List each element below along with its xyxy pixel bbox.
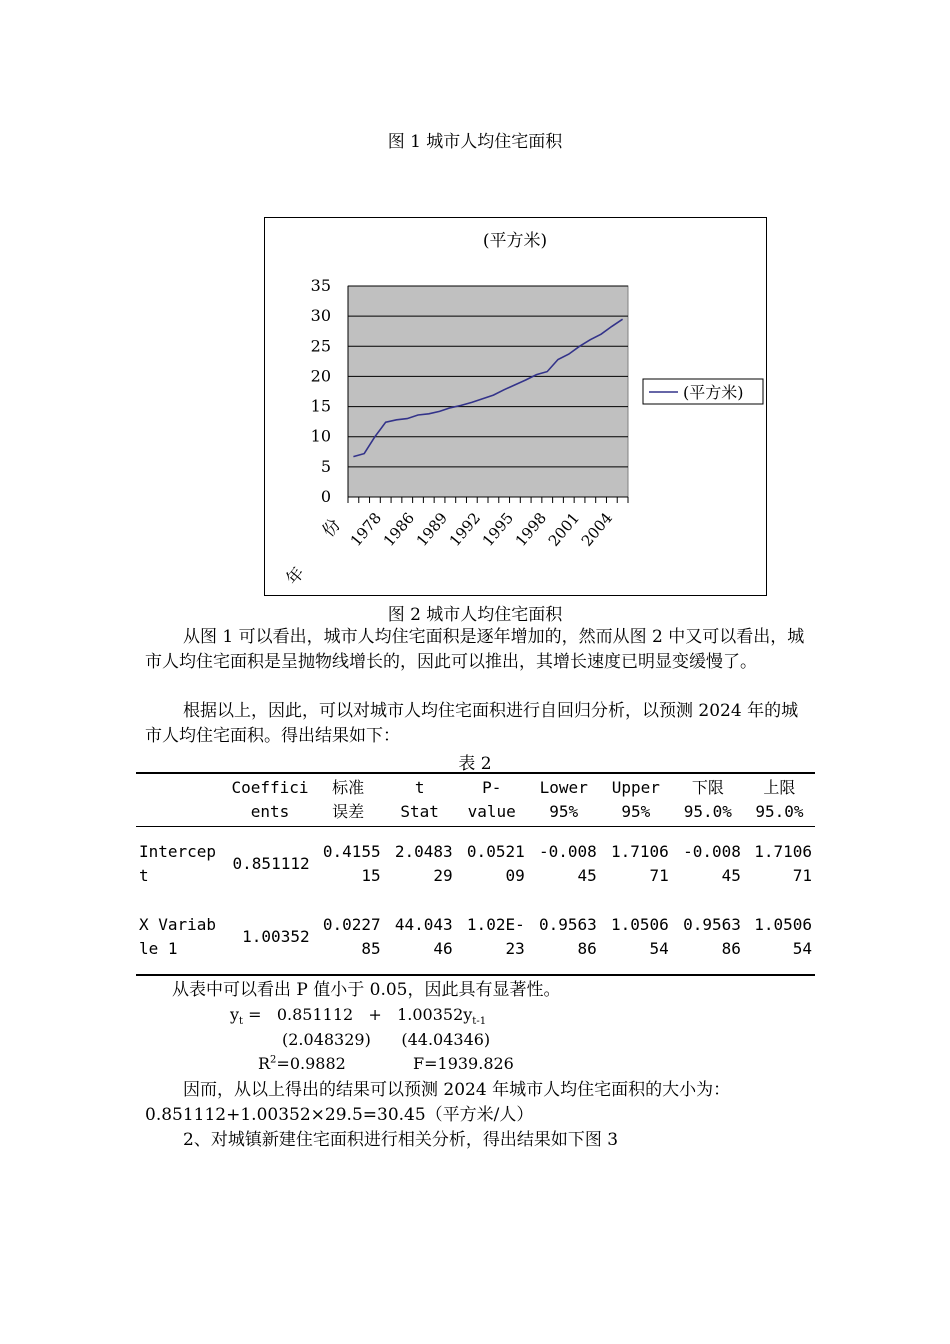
line-chart [265, 218, 768, 597]
cell-upper: 1.710671 [611, 841, 669, 885]
cell-lower: 0.956386 [528, 901, 600, 975]
header-lower-95: Lower 95% [528, 773, 600, 827]
y-tick-label: 10 [310, 426, 331, 446]
y-tick-label: 25 [310, 336, 331, 356]
cell-se: 0.415515 [322, 841, 381, 885]
header-t-stat: t Stat [384, 773, 456, 827]
y-tick-label: 0 [320, 487, 331, 506]
table-2-caption: 表 2 [458, 754, 492, 774]
cell-coef: 1.00352 [227, 901, 312, 975]
paragraph-2: 根据以上，因此，可以对城市人均住宅面积进行自回归分析，以预测 2024 年的城市人均住宅面积。得出结果如下： [145, 701, 799, 746]
figure-1-caption: 图 1 城市人均住宅面积 [387, 132, 563, 152]
cell-upper: 1.050654 [600, 901, 672, 975]
paragraph-4: 因而，从以上得出的结果可以预测 2024 年城市人均住宅面积的大小为： [183, 1080, 731, 1100]
cell-upper95: 1.050654 [744, 901, 815, 975]
regression-equation: $y_t = 0.851112 + 1.00352y_{t-1}$ [230, 1005, 487, 1028]
chart-title: (平方米) [482, 231, 548, 251]
y-tick-label: 30 [310, 306, 331, 326]
table-row [136, 901, 815, 975]
x-tick-label: 2004 [577, 509, 617, 550]
header-coefficients: Coeffici ents [227, 773, 312, 827]
cell-p: 1.02E-23 [456, 901, 528, 975]
legend-label: (平方米) [683, 383, 744, 402]
paragraph-3: 从表中可以看出 P 值小于 0.05，因此具有显著性。 [172, 980, 561, 1000]
table-row [136, 827, 815, 901]
figure-2-caption: 图 2 城市人均住宅面积 [387, 605, 563, 625]
x-tick-label: 1978 [346, 509, 386, 550]
plot-area [348, 286, 628, 497]
header-upper-limit: 上限 95.0% [744, 773, 815, 827]
x-tick-label: 1995 [478, 509, 518, 550]
y-tick-label: 5 [320, 456, 331, 476]
cell-coef: 0.851112 [232, 853, 310, 873]
cell-upper95: 1.710671 [754, 841, 812, 885]
cell-t: 2.048329 [394, 841, 453, 885]
figure-2-chart [264, 217, 767, 596]
paragraph-5: 2、对城镇新建住宅面积进行相关分析，得出结果如下图 3 [183, 1130, 619, 1150]
cell-t: 44.04346 [384, 901, 456, 975]
f-statistic: F=1939.826 [413, 1054, 514, 1073]
prediction-formula: 0.851112+1.00352×29.5=30.45（平方米/人） [145, 1105, 534, 1125]
x-tick-label: 2001 [544, 509, 584, 550]
y-tick-label: 20 [310, 366, 331, 386]
cell-lower95: 0.956386 [672, 901, 744, 975]
cell-lower95: -0.00845 [683, 841, 741, 885]
x-axis-label: 份 [318, 515, 345, 542]
header-upper-95: Upper 95% [600, 773, 672, 827]
y-tick-label: 35 [310, 276, 331, 295]
table-header-row [136, 773, 815, 827]
t-statistics: (2.048329) (44.04346) [282, 1030, 491, 1049]
cell-lower: -0.00845 [538, 841, 597, 885]
header-p-value: P- value [456, 773, 528, 827]
regression-table [136, 772, 815, 976]
x-tick-label: 1992 [445, 509, 485, 550]
x-tick-label: 1998 [511, 509, 551, 550]
row-label: Intercept [139, 841, 217, 885]
paragraph-1: 从图 1 可以看出，城市人均住宅面积是逐年增加的，然而从图 2 中又可以看出，城市人均住宅面积是呈抛物线增长的，因此可以推出，其增长速度已明显变缓慢了。 [145, 627, 805, 672]
x-axis-label: 年 [282, 563, 309, 590]
row-label: X Variable 1 [136, 901, 227, 975]
cell-p: 0.052109 [466, 841, 525, 885]
header-std-error: 标准 误差 [313, 773, 384, 827]
r-squared: $R^2=0.9882$ [258, 1054, 346, 1073]
x-tick-label: 1989 [412, 509, 452, 550]
x-tick-label: 1986 [379, 509, 419, 550]
header-lower-limit: 下限 95.0% [672, 773, 744, 827]
y-tick-label: 15 [310, 396, 331, 416]
cell-se: 0.022785 [313, 901, 384, 975]
